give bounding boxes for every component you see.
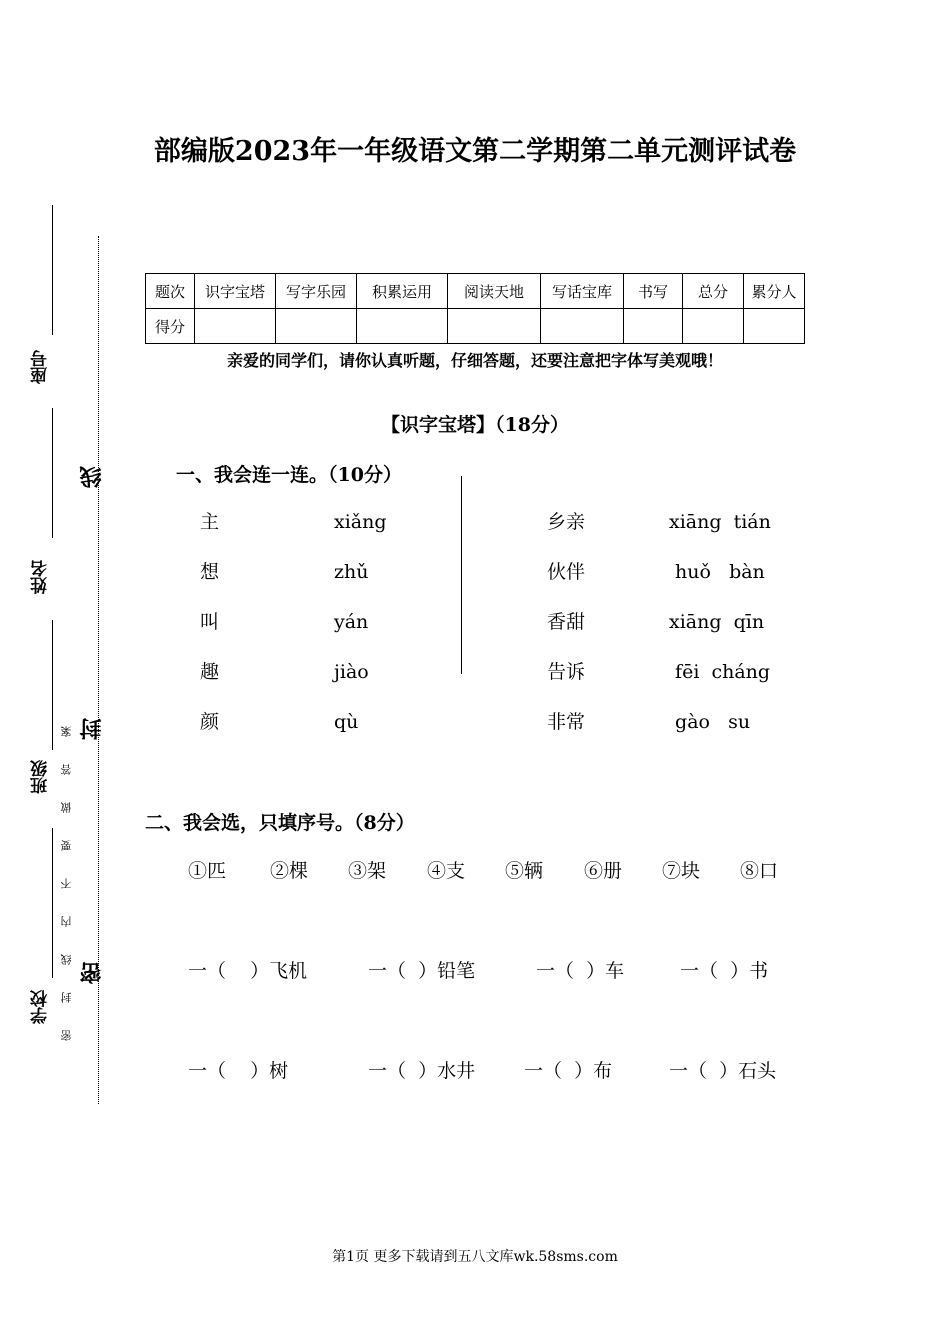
q1-word[interactable]: 伙伴 (547, 561, 586, 583)
q2-blank-item[interactable]: 一（ ）水井 (368, 1060, 476, 1082)
score-cell[interactable] (624, 309, 683, 344)
header-cell: 识字宝塔 (195, 274, 276, 309)
q1-word-pinyin[interactable]: fēi cháng (669, 661, 771, 683)
intro-text: 亲爱的同学们，请你认真听题，仔细答题，还要注意把字体写美观哦！ (226, 351, 723, 370)
header-cell: 总分 (683, 274, 744, 309)
binding-small-char: 做 (60, 802, 73, 813)
q1-word[interactable]: 香甜 (547, 611, 586, 633)
q2-blank-item[interactable]: 一（ ）布 (524, 1060, 613, 1082)
q1-left-pinyin (334, 497, 387, 747)
score-table (145, 273, 805, 344)
binding-small-char: 封 (60, 992, 73, 1003)
q1-word-pinyin[interactable]: gào su (669, 711, 751, 733)
binding-small-char: 线 (60, 954, 73, 965)
q2-blank-item[interactable]: 一（ ）铅笔 (368, 960, 476, 982)
q2-blank-item[interactable]: 一（ ）书 (680, 960, 769, 982)
school-label: 学校 (31, 990, 51, 1024)
q2-option: ⑧口 (740, 860, 779, 882)
q2-option: ⑦块 (662, 860, 701, 882)
q1-word[interactable]: 乡亲 (547, 511, 586, 533)
q2-option: ⑥册 (584, 860, 623, 882)
score-cell[interactable] (448, 309, 541, 344)
header-cell: 积累运用 (357, 274, 448, 309)
q1-pinyin[interactable]: yán (334, 611, 369, 633)
q1-right-words (547, 497, 585, 747)
header-cell: 写话宝库 (541, 274, 624, 309)
score-cell[interactable] (541, 309, 624, 344)
page-title: 部编版2023年一年级语文第二学期第二单元测评试卷 (153, 136, 797, 167)
score-cell[interactable] (195, 309, 276, 344)
q2-blank-item[interactable]: 一（ ）车 (536, 960, 625, 982)
q1-word[interactable]: 告诉 (547, 661, 586, 683)
q1-char[interactable]: 主 (200, 511, 220, 533)
q1-divider (461, 476, 462, 674)
question-2-title: 二、我会选，只填序号。（8分） (145, 812, 415, 834)
q1-pinyin[interactable]: qù (334, 711, 359, 733)
q1-left-chars (200, 497, 219, 747)
score-table-score-row (146, 309, 805, 344)
q1-pinyin[interactable]: xiǎng (334, 511, 387, 533)
q1-pinyin[interactable]: jiào (334, 661, 369, 683)
q1-word-pinyin[interactable]: huǒ bàn (669, 561, 765, 583)
q1-char[interactable]: 叫 (200, 611, 220, 633)
q1-char[interactable]: 趣 (200, 661, 220, 683)
q2-blank-item[interactable]: 一（ ）石头 (669, 1060, 777, 1082)
score-cell[interactable] (357, 309, 448, 344)
score-table-header-row (146, 274, 805, 309)
question-1-title: 一、我会连一连。（10分） (176, 464, 402, 486)
q1-char[interactable]: 颜 (200, 711, 220, 733)
name-label: 姓名 (31, 560, 51, 594)
q1-word-pinyin[interactable]: xiāng tián (669, 511, 771, 533)
binding-small-char: 密 (60, 1030, 73, 1041)
binding-small-char: 答 (60, 764, 73, 775)
binding-char-line: 线 (79, 466, 105, 488)
q1-right-pinyin (669, 497, 771, 747)
q1-word-pinyin[interactable]: xiāng qīn (669, 611, 765, 633)
header-cell: 累分人 (744, 274, 805, 309)
binding-rule-mid3 (52, 828, 53, 978)
q1-word[interactable]: 非常 (547, 711, 586, 733)
binding-rule-mid2 (52, 620, 53, 750)
q1-char[interactable]: 想 (200, 561, 220, 583)
binding-small-char: 内 (60, 916, 73, 927)
score-cell[interactable] (276, 309, 357, 344)
seat-number-label: 座号 (31, 350, 51, 384)
binding-char-secret: 密 (79, 962, 105, 984)
q2-option: ④支 (427, 860, 466, 882)
score-cell[interactable] (683, 309, 744, 344)
binding-small-char: 要 (60, 840, 73, 851)
header-cell: 题次 (146, 274, 195, 309)
binding-small-char: 案 (60, 726, 73, 737)
q2-option: ②棵 (270, 860, 309, 882)
q2-blank-item[interactable]: 一（ ）飞机 (188, 960, 308, 982)
q2-option: ⑤辆 (505, 860, 544, 882)
binding-rule-top (52, 205, 53, 335)
class-label: 班级 (31, 760, 51, 794)
header-cell: 书写 (624, 274, 683, 309)
q2-blank-item[interactable]: 一（ ）树 (188, 1060, 289, 1082)
header-cell: 写字乐园 (276, 274, 357, 309)
q2-option: ③架 (348, 860, 387, 882)
header-cell: 阅读天地 (448, 274, 541, 309)
page-footer: 第1页 更多下载请到五八文库wk.58sms.com (332, 1249, 618, 1265)
q1-pinyin[interactable]: zhǔ (334, 561, 369, 583)
binding-small-char: 不 (60, 878, 73, 889)
section-title: 【识字宝塔】（18分） (381, 414, 569, 436)
score-cell[interactable] (744, 309, 805, 344)
q2-option: ①匹 (188, 860, 227, 882)
binding-char-seal: 封 (79, 718, 105, 740)
row-label-cell: 得分 (146, 309, 195, 344)
